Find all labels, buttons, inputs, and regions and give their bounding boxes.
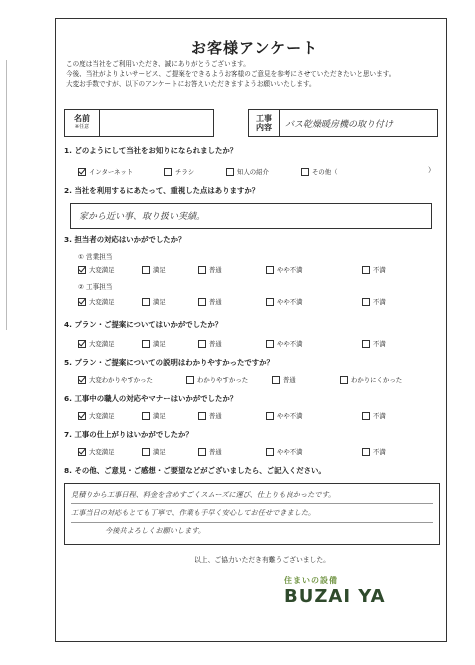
scale-label: 普通: [209, 412, 222, 420]
checkbox-icon[interactable]: [266, 448, 274, 456]
scale-slightly-dissatisfied[interactable]: [266, 265, 303, 274]
q1-option-referral[interactable]: [226, 167, 269, 176]
q8-comment-box[interactable]: [64, 483, 440, 545]
scale-dissatisfied[interactable]: [362, 297, 386, 306]
intro-line-2: 今後、当社がよりよいサービス、ご提案をできるようお客様のご意見を参考にさせていただきたいと思います。: [66, 70, 396, 78]
checkbox-checked-icon[interactable]: [78, 376, 86, 384]
checkbox-icon[interactable]: [266, 412, 274, 420]
scale-label: 普通: [209, 340, 222, 348]
checkbox-checked-icon[interactable]: [78, 412, 86, 420]
q5-option-very-clear[interactable]: [78, 375, 153, 384]
q8-comment-line-2: 工事当日の対応もとても丁寧で、作業も手早く安心してお任せできました。: [71, 508, 316, 517]
scale-label: 大変満足: [89, 340, 115, 348]
option-label: 知人の紹介: [237, 168, 269, 176]
q1-option-flyer[interactable]: [164, 167, 194, 176]
work-value: バス乾燥暖房機の取り付け: [285, 120, 394, 130]
checkbox-icon[interactable]: [142, 266, 150, 274]
option-label: わかりにくかった: [351, 376, 403, 384]
q3-sub-construction-label: 工事担当: [86, 283, 113, 291]
intro-line-3: 大変お手数ですが、以下のアンケートにお答えいただきますようお願いいたします。: [66, 80, 316, 88]
option-label: わかりやすかった: [197, 376, 249, 384]
ruled-line: [71, 503, 433, 504]
q3-sub-construction: ② 工事担当: [78, 283, 113, 291]
scale-label: 普通: [209, 298, 222, 306]
scale-dissatisfied[interactable]: [362, 411, 386, 420]
q3-title: 3. 担当者の対応はいかがでしたか？: [64, 235, 186, 244]
logo-wordmark: BUZAI YA: [284, 586, 386, 607]
option-label: 普通: [283, 376, 296, 384]
checkbox-icon[interactable]: [301, 168, 309, 176]
work-box[interactable]: [248, 109, 438, 137]
scale-neutral[interactable]: [198, 297, 222, 306]
q8-title: 8. その他、ご意見・ご感想・ご要望などがございましたら、ご記入ください。: [64, 466, 326, 475]
checkbox-icon[interactable]: [198, 340, 206, 348]
scale-label: やや不満: [277, 412, 303, 420]
scale-label: やや不満: [277, 448, 303, 456]
checkbox-icon[interactable]: [164, 168, 172, 176]
q5-option-unclear[interactable]: [340, 375, 402, 384]
scale-label: 満足: [153, 340, 166, 348]
company-logo: [284, 575, 386, 607]
q3-sub-sales: ① 営業担当: [78, 253, 113, 261]
logo-tagline: 住まいの設備: [284, 576, 338, 585]
q7-title: 7. 工事の仕上がりはいかがでしたか？: [64, 430, 193, 439]
q8-comment-line-1: 見積りから工事日程、料金を含めすごくスムーズに運び、仕上りも良かったです。: [71, 490, 336, 499]
q1-title: 1. どのようにして当社をお知りになられましたか？: [64, 146, 238, 155]
survey-sheet: [55, 18, 447, 642]
ruled-line: [71, 522, 433, 523]
scale-label: 大変満足: [89, 298, 115, 306]
scale-dissatisfied[interactable]: [362, 447, 386, 456]
checkbox-icon[interactable]: [198, 266, 206, 274]
checkbox-checked-icon[interactable]: [78, 448, 86, 456]
scale-neutral[interactable]: [198, 265, 222, 274]
q4-title: 4. プラン・ご提案についてはいかがでしたか？: [64, 320, 223, 329]
checkbox-icon[interactable]: [266, 266, 274, 274]
checkbox-icon[interactable]: [142, 298, 150, 306]
q8-comment-line-3: 今後共よろしくお願いします。: [105, 526, 206, 535]
checkbox-icon[interactable]: [266, 340, 274, 348]
scale-label: 満足: [153, 298, 166, 306]
checkbox-icon[interactable]: [198, 412, 206, 420]
scale-slightly-dissatisfied[interactable]: [266, 339, 303, 348]
scale-neutral[interactable]: [198, 339, 222, 348]
page-title: お客様アンケート: [191, 39, 319, 57]
q5-option-neutral[interactable]: [272, 375, 296, 384]
scale-slightly-dissatisfied[interactable]: [266, 447, 303, 456]
scale-label: 普通: [209, 266, 222, 274]
scale-label: 不満: [373, 340, 386, 348]
checkbox-checked-icon[interactable]: [78, 298, 86, 306]
checkbox-checked-icon[interactable]: [78, 168, 86, 176]
scale-label: やや不満: [277, 266, 303, 274]
scale-label: 不満: [373, 298, 386, 306]
scale-label: 大変満足: [89, 266, 115, 274]
scale-label: 不満: [373, 448, 386, 456]
checkbox-icon[interactable]: [362, 448, 370, 456]
name-box[interactable]: [64, 109, 214, 137]
scale-very-satisfied[interactable]: [78, 411, 115, 420]
q3-sub-sales-label: 営業担当: [86, 253, 113, 261]
name-label: 名前: [74, 114, 90, 123]
checkbox-icon[interactable]: [198, 298, 206, 306]
scale-label: 満足: [153, 412, 166, 420]
scale-very-satisfied[interactable]: [78, 447, 115, 456]
q1-option-other[interactable]: [301, 167, 338, 176]
scale-label: 満足: [153, 266, 166, 274]
work-label: 工事内容: [256, 114, 272, 132]
scale-satisfied[interactable]: [142, 339, 166, 348]
work-label-cell: [249, 110, 280, 136]
scale-slightly-dissatisfied[interactable]: [266, 411, 303, 420]
scale-satisfied[interactable]: [142, 297, 166, 306]
option-label: その他（: [312, 168, 338, 176]
checkbox-icon[interactable]: [266, 298, 274, 306]
option-label: インターネット: [89, 168, 134, 176]
checkbox-icon[interactable]: [362, 266, 370, 274]
scale-label: 不満: [373, 412, 386, 420]
scale-label: 大変満足: [89, 412, 115, 420]
option-label: 大変わかりやすかった: [89, 376, 153, 384]
checkbox-icon[interactable]: [142, 412, 150, 420]
scale-very-satisfied[interactable]: [78, 297, 115, 306]
checkbox-checked-icon[interactable]: [78, 266, 86, 274]
footer-thanks: 以上、ご協力いただき有難うございました。: [194, 556, 330, 564]
scale-very-satisfied[interactable]: [78, 265, 115, 274]
q5-option-clear[interactable]: [186, 375, 248, 384]
scale-dissatisfied[interactable]: [362, 339, 386, 348]
q5-title: 5. プラン・ご提案についての説明はわかりやすかったですか？: [64, 358, 274, 367]
q2-answer-box[interactable]: [70, 203, 432, 229]
name-note: ※任意: [74, 124, 90, 130]
scale-label: 不満: [373, 266, 386, 274]
checkbox-icon[interactable]: [142, 448, 150, 456]
option-label: チラシ: [175, 168, 195, 176]
scale-satisfied[interactable]: [142, 447, 166, 456]
scale-neutral[interactable]: [198, 447, 222, 456]
q2-answer: 家から近い事、取り扱い実績。: [79, 212, 206, 222]
scale-neutral[interactable]: [198, 411, 222, 420]
checkbox-icon[interactable]: [272, 376, 280, 384]
q2-title: 2. 当社を利用するにあたって、重視した点はありますか？: [64, 186, 260, 195]
scale-label: 普通: [209, 448, 222, 456]
scale-label: 大変満足: [89, 448, 115, 456]
checkbox-icon[interactable]: [198, 448, 206, 456]
checkbox-icon[interactable]: [362, 340, 370, 348]
scale-dissatisfied[interactable]: [362, 265, 386, 274]
scale-label: 満足: [153, 448, 166, 456]
scale-label: やや不満: [277, 298, 303, 306]
checkbox-icon[interactable]: [226, 168, 234, 176]
checkbox-icon[interactable]: [142, 340, 150, 348]
scale-satisfied[interactable]: [142, 265, 166, 274]
q1-option-internet[interactable]: [78, 167, 133, 176]
checkbox-icon[interactable]: [362, 412, 370, 420]
scale-very-satisfied[interactable]: [78, 339, 115, 348]
scale-satisfied[interactable]: [142, 411, 166, 420]
checkbox-checked-icon[interactable]: [78, 340, 86, 348]
scale-label: やや不満: [277, 340, 303, 348]
checkbox-icon[interactable]: [362, 298, 370, 306]
scan-edge-line: [6, 60, 7, 330]
name-label-cell: [65, 110, 100, 136]
checkbox-icon[interactable]: [340, 376, 348, 384]
scale-slightly-dissatisfied[interactable]: [266, 297, 303, 306]
q6-title: 6. 工事中の職人の対応やマナーはいかがでしたか？: [64, 394, 238, 403]
intro-line-1: この度は当社をご利用いただき、誠にありがとうございます。: [66, 60, 250, 68]
checkbox-icon[interactable]: [186, 376, 194, 384]
q1-other-close-paren: ）: [428, 166, 435, 174]
